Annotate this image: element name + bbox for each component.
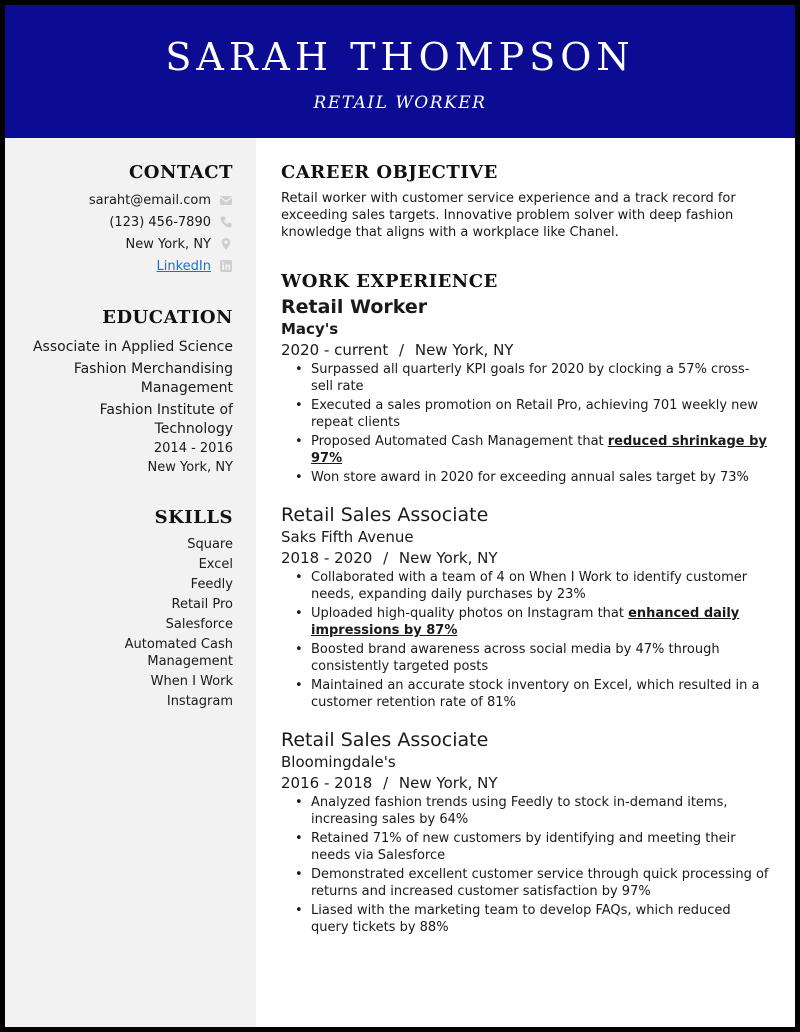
- job-bullet: • Retained 71% of new customers by identifying and meeting their needs via Salesforce: [281, 830, 771, 864]
- job-bullet: • Analyzed fashion trends using Feedly to stock in-demand items, increasing sales by 64%: [281, 794, 771, 828]
- education-major: Fashion Merchandising Management: [73, 361, 233, 396]
- resume-page: [5, 5, 795, 1027]
- job-entry: [281, 729, 771, 936]
- job-bullet-text: Uploaded high-quality photos on Instagram that: [311, 606, 629, 621]
- contact-heading: CONTACT: [128, 162, 233, 183]
- job-bullet: • Maintained an accurate stock inventory on Excel, which resulted in a customer retention rate of 81%: [281, 677, 771, 711]
- education-degree: Associate in Applied Science: [32, 339, 233, 355]
- linkedin-link[interactable]: LinkedIn: [156, 258, 211, 274]
- job-entry: [281, 504, 771, 711]
- contact-phone: [5, 211, 233, 233]
- job-bullets: [281, 794, 771, 936]
- job-location: New York, NY: [398, 774, 498, 792]
- objective-text: Retail worker with customer service experience and a track record for exceeding sales targets. Innovative problem solver with deep fashion knowledge that aligns with a workplace like Chanel.: [281, 191, 736, 240]
- job-bullet: • Demonstrated excellent customer service through quick processing of returns and increased customer satisfaction by 97%: [281, 866, 771, 900]
- linkedin-icon: [219, 259, 233, 273]
- job-title: Retail Sales Associate: [281, 729, 489, 751]
- job-dates: [281, 774, 771, 792]
- candidate-title: RETAIL WORKER: [313, 93, 487, 113]
- job-separator: /: [383, 774, 389, 792]
- job-separator: /: [399, 341, 405, 359]
- job-title: Retail Sales Associate: [281, 504, 489, 526]
- contact-location: [5, 233, 233, 255]
- envelope-icon: [219, 193, 233, 207]
- job-date-range: 2020 - current: [281, 341, 389, 359]
- job-bullet-text: Proposed Automated Cash Management that: [311, 434, 608, 449]
- objective-heading: CAREER OBJECTIVE: [281, 162, 498, 183]
- education-block: [5, 338, 233, 477]
- job-separator: /: [383, 549, 389, 567]
- job-bullet: [281, 605, 771, 639]
- education-location: New York, NY: [147, 460, 233, 475]
- skill-item: Excel: [198, 557, 233, 572]
- candidate-name: SARAH THOMPSON: [165, 35, 635, 79]
- job-bullet: • Executed a sales promotion on Retail Pro, achieving 701 weekly new repeat clients: [281, 397, 771, 431]
- skills-heading: SKILLS: [154, 507, 233, 528]
- job-bullet: • Won store award in 2020 for exceeding annual sales target by 73%: [281, 469, 771, 486]
- skill-item: Automated Cash Management: [124, 637, 233, 669]
- job-date-range: 2018 - 2020: [281, 549, 373, 567]
- contact-linkedin: [5, 255, 233, 277]
- job-location: New York, NY: [398, 549, 498, 567]
- job-bullet-highlight: enhanced daily impressions by 87%: [311, 606, 740, 638]
- job-company: Saks Fifth Avenue: [281, 528, 414, 546]
- skill-item: When I Work: [150, 674, 233, 689]
- job-entry: [281, 296, 771, 486]
- resume-header: [5, 5, 795, 138]
- contact-email: [5, 189, 233, 211]
- job-dates: [281, 341, 771, 359]
- contact-location-text: New York, NY: [125, 236, 211, 252]
- job-bullet: • Boosted brand awareness across social media by 47% through consistently targeted posts: [281, 641, 771, 675]
- contact-email-text: saraht@email.com: [88, 192, 211, 208]
- map-pin-icon: [219, 237, 233, 251]
- skill-item: Square: [187, 537, 233, 552]
- job-bullet: • Collaborated with a team of 4 on When I Work to identify customer needs, expanding daily purchases by 23%: [281, 569, 771, 603]
- job-bullets: [281, 569, 771, 711]
- skill-item: Salesforce: [165, 617, 233, 632]
- skill-item: Feedly: [190, 577, 233, 592]
- skills-list: [5, 536, 233, 710]
- skill-item: Instagram: [166, 694, 233, 709]
- education-years: 2014 - 2016: [153, 441, 233, 456]
- job-bullets: [281, 361, 771, 486]
- job-bullet: • Surpassed all quarterly KPI goals for 2020 by clocking a 57% cross-sell rate: [281, 361, 771, 395]
- job-dates: [281, 549, 771, 567]
- job-date-range: 2016 - 2018: [281, 774, 373, 792]
- job-bullet: • Liased with the marketing team to develop FAQs, which reduced query tickets by 88%: [281, 902, 771, 936]
- education-heading: EDUCATION: [102, 307, 233, 328]
- job-company: Macy's: [281, 320, 339, 338]
- phone-icon: [219, 215, 233, 229]
- main-content: [281, 138, 771, 938]
- job-company: Bloomingdale's: [281, 753, 396, 771]
- job-bullet-highlight: reduced shrinkage by 97%: [311, 434, 767, 466]
- experience-heading: WORK EXPERIENCE: [281, 271, 498, 292]
- sidebar: [5, 138, 256, 1027]
- skill-item: Retail Pro: [171, 597, 233, 612]
- job-location: New York, NY: [414, 341, 514, 359]
- job-bullet: [281, 433, 771, 467]
- contact-phone-text: (123) 456-7890: [109, 214, 211, 230]
- job-title: Retail Worker: [281, 296, 428, 318]
- contact-list: [5, 189, 233, 277]
- education-school: Fashion Institute of Technology: [99, 402, 233, 437]
